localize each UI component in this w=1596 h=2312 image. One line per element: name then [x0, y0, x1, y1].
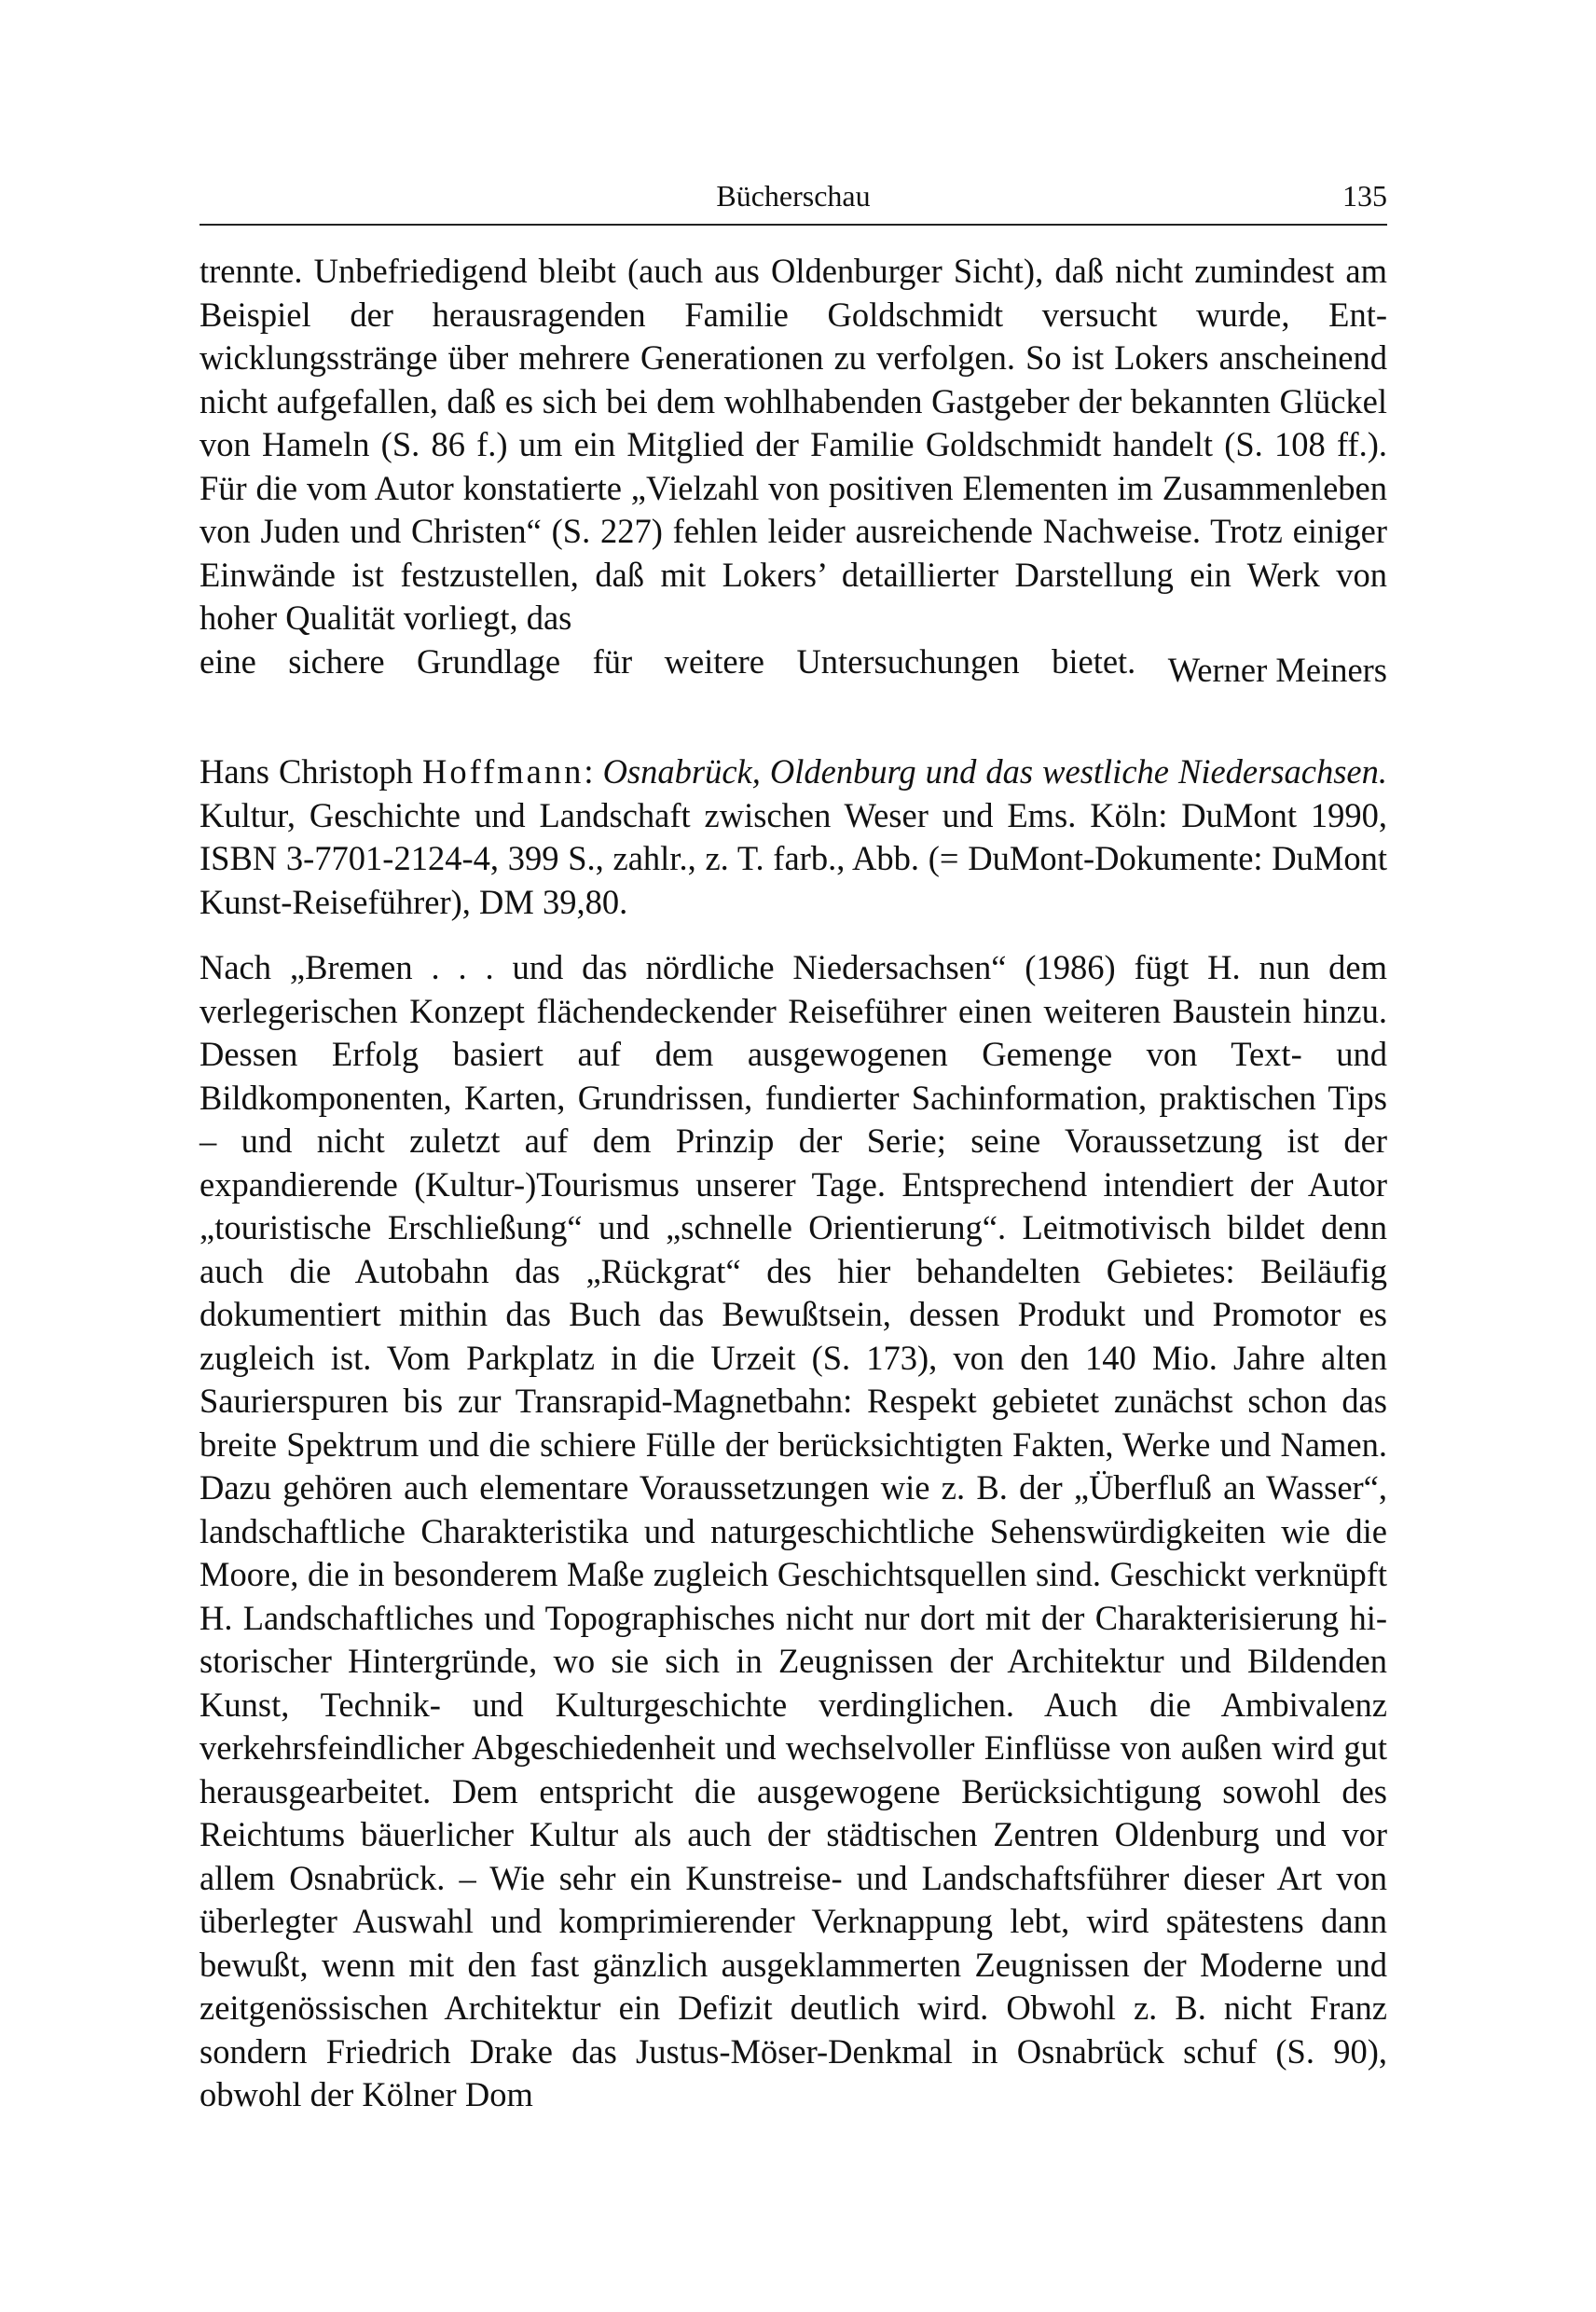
review-2-publication-details: Kultur, Geschichte und Landschaft zwischen Weser und Ems. Köln: DuMont 1990, ISBN 3-7701-2124-4, 399 S., zahlr., z. T. farb., Abb. (= DuMont-Dokumente: DuMont Kunst-Reiseführer), DM 39,80. — [200, 795, 1387, 921]
review-1-paragraph: trennte. Unbefriedigend bleibt (auch aus Oldenburger Sicht), daß nicht zumindest am Beispiel der herausragenden Familie Goldschmidt versucht wurde, Entwicklungsstränge über mehrere Generationen zu verfolgen. So ist Lokers anscheinend nicht aufgefallen, daß es sich bei dem wohlhabenden Gastgeber der bekannten Glückel von Hameln (S. 86 f.) um ein Mitglied der Familie Goldschmidt handelt (S. 108 ff.). Für die vom Autor konstatierte „Vielzahl von positiven Elementen im Zusammenleben von Juden und Christen“ (S. 227) fehlen leider ausreichende Nachweise. Trotz einiger Einwände ist festzustellen, daß mit Lokers’ detaillierter Darstellung ein Werk von hoher Qualität vorliegt, das — [200, 252, 1387, 637]
document-page — [200, 0, 1387, 2312]
review-2-bibliography — [200, 750, 1387, 924]
page-body — [200, 250, 1387, 2117]
running-head — [200, 173, 1387, 218]
review-2-author-first: Hans Christoph — [200, 752, 414, 791]
review-2-author-last: Hoffmann — [422, 752, 585, 791]
review-2-colon: : — [584, 752, 594, 791]
review-2-paragraph: Nach „Bremen . . . und das nördliche Niedersachsen“ (1986) fügt H. nun dem verlegerischen Konzept flächendeckender Reiseführer einen weiteren Baustein hinzu. Dessen Erfolg basiert auf dem ausgewogenen Gemenge von Text- und Bildkomponenten, Karten, Grundrissen, fundierter Sachinformation, praktischen Tips – und nicht zuletzt auf dem Prinzip der Serie; seine Voraussetzung ist der expandierende (Kultur-)Tourismus unserer Tage. Entsprechend intendiert der Autor „touristische Erschließung“ und „schnelle Orientierung“. Leitmotivisch bildet denn auch die Autobahn das „Rückgrat“ des hier behandelten Gebietes: Beiläufig dokumentiert mithin das Buch das Bewußtsein, dessen Produkt und Promotor es zugleich ist. Vom Parkplatz in die Urzeit (S. 173), von den 140 Mio. Jahre alten Saurierspuren bis zur Transrapid-Magnetbahn: Respekt gebietet zunächst schon das breite Spektrum und die schiere Fülle der berücksichtigten Fakten, Werke und Namen. Dazu gehören auch elementare Voraussetzungen wie z. B. der „Überfluß an Wasser“, landschaftliche Charakteristika und naturgeschichtliche Sehenswürdigkeiten wie die Moore, die in besonderem Maße zugleich Geschichtsquellen sind. Geschickt verknüpft H. Landschaftliches und Topographisches nicht nur dort mit der Charakterisierung historischer Hintergründe, wo sie sich in Zeugnissen der Architektur und Bildenden Kunst, Technik- und Kulturgeschichte verdinglichen. Auch die Ambivalenz verkehrsfeindlicher Abgeschiedenheit und wechselvoller Einflüsse von außen wird gut herausgearbeitet. Dem entspricht die ausgewogene Berücksichtigung sowohl des Reichtums bäuerlicher Kultur als auch der städtischen Zentren Oldenburg und vor allem Osnabrück. – Wie sehr ein Kunstreise- und Landschaftsführer dieser Art von überlegter Auswahl und komprimierender Verknappung lebt, wird spätestens dann bewußt, wenn mit den fast gänzlich ausgeklammerten Zeugnissen der Moderne und zeitgenössischen Architektur ein Defizit deutlich wird. Obwohl z. B. nicht Franz sondern Friedrich Drake das Justus-Möser-Denkmal in Osnabrück schuf (S. 90), obwohl der Kölner Dom — [200, 948, 1387, 2113]
review-1-closing-line — [200, 640, 1387, 689]
running-head-title: Bücherschau — [716, 179, 871, 213]
review-1-last-sentence: eine sichere Grundlage für weitere Untersuchungen bietet. — [200, 641, 1136, 681]
header-rule — [200, 224, 1387, 226]
reviewer-signature: Werner Meiners — [1167, 650, 1387, 689]
review-2-book-title: Osnabrück, Oldenburg und das westliche Niedersachsen. — [602, 752, 1388, 791]
page-number: 135 — [1342, 179, 1387, 213]
